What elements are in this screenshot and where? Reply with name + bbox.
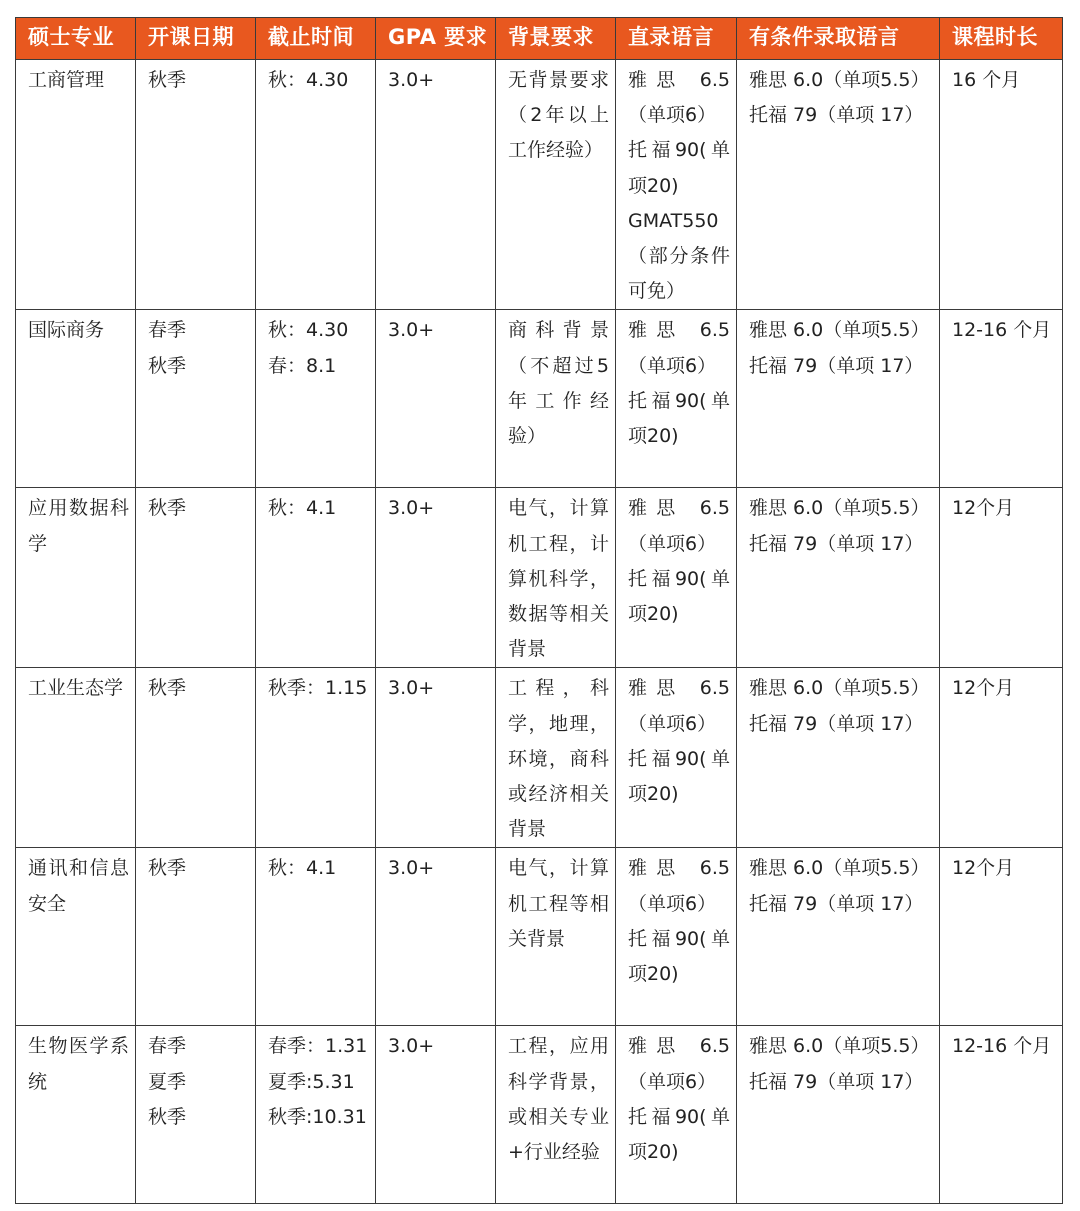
cell-conditional-language [737, 848, 940, 1026]
table-row [16, 310, 1063, 488]
cell-conditional-language-line: 托福 79（单项 17） [749, 1070, 924, 1093]
cell-direct-language-line: 雅思 6.5（单项6） [628, 69, 730, 127]
cell-gpa: 3.0+ [376, 60, 496, 310]
cell-intake: 秋季 [136, 668, 256, 848]
cell-duration: 12个月 [940, 668, 1063, 848]
cell-direct-language-line: 雅思 6.5（单项6） [628, 1035, 730, 1093]
cell-conditional-language [737, 488, 940, 668]
header-intake: 开课日期 [136, 18, 256, 60]
cell-intake: 秋季 [136, 848, 256, 1026]
cell-background: 工程，科学，地理，环境，商科或经济相关背景 [496, 668, 616, 848]
cell-conditional-language-line: 雅思 6.0（单项5.5） [749, 857, 930, 880]
header-gpa: GPA 要求 [376, 18, 496, 60]
cell-direct-language [616, 60, 737, 310]
cell-major: 工业生态学 [16, 668, 136, 848]
table-row [16, 60, 1063, 310]
cell-direct-language-line: 托福90(单项20) [628, 389, 730, 448]
cell-conditional-language [737, 310, 940, 488]
cell-conditional-language-line: 托福 79（单项 17） [749, 354, 924, 377]
cell-major: 生物医学系统 [16, 1026, 136, 1204]
cell-deadline: 秋季：1.15 [256, 668, 376, 848]
cell-direct-language-line: 托福90(单项20) [628, 927, 730, 986]
cell-conditional-language [737, 668, 940, 848]
cell-intake: 秋季 [136, 60, 256, 310]
cell-conditional-language-line: 雅思 6.0（单项5.5） [749, 497, 930, 520]
cell-duration: 12-16 个月 [940, 1026, 1063, 1204]
cell-duration: 12-16 个月 [940, 310, 1063, 488]
cell-major: 应用数据科学 [16, 488, 136, 668]
cell-conditional-language-line: 雅思 6.0（单项5.5） [749, 69, 930, 91]
table-row [16, 1026, 1063, 1204]
cell-intake: 春季 夏季 秋季 [136, 1026, 256, 1204]
cell-intake: 春季 秋季 [136, 310, 256, 488]
cell-gpa: 3.0+ [376, 848, 496, 1026]
cell-conditional-language-line: 托福 79（单项 17） [749, 532, 924, 555]
cell-direct-language-line: GMAT550（部分条件可免） [628, 209, 730, 303]
table-row [16, 488, 1063, 668]
cell-background: 商科背景（不超过5年工作经验） [496, 310, 616, 488]
cell-major: 通讯和信息安全 [16, 848, 136, 1026]
cell-conditional-language-line: 托福 79（单项 17） [749, 104, 924, 127]
cell-duration: 16 个月 [940, 60, 1063, 310]
cell-direct-language [616, 848, 737, 1026]
cell-gpa: 3.0+ [376, 668, 496, 848]
cell-direct-language-line: 托福90(单项20) [628, 1105, 730, 1164]
cell-direct-language-line: 托福90(单项20) [628, 747, 730, 806]
cell-conditional-language-line: 托福 79（单项 17） [749, 892, 924, 915]
cell-major: 工商管理 [16, 60, 136, 310]
cell-direct-language-line: 托福90(单项20) [628, 567, 730, 626]
cell-background: 电气，计算机工程，计算机科学，数据等相关背景 [496, 488, 616, 668]
cell-direct-language-line: 托福90(单项20) [628, 139, 730, 197]
cell-conditional-language [737, 1026, 940, 1204]
cell-gpa: 3.0+ [376, 1026, 496, 1204]
cell-gpa: 3.0+ [376, 310, 496, 488]
header-direct-language: 直录语言 [616, 18, 737, 60]
cell-conditional-language [737, 60, 940, 310]
cell-deadline: 秋：4.1 [256, 848, 376, 1026]
cell-direct-language [616, 1026, 737, 1204]
cell-background: 无背景要求（2年以上工作经验） [496, 60, 616, 310]
cell-gpa: 3.0+ [376, 488, 496, 668]
cell-duration: 12个月 [940, 848, 1063, 1026]
cell-deadline: 春季：1.31 夏季:5.31 秋季:10.31 [256, 1026, 376, 1204]
cell-direct-language-line: 雅思 6.5（单项6） [628, 319, 730, 377]
cell-deadline: 秋：4.30 春：8.1 [256, 310, 376, 488]
cell-conditional-language-line: 雅思 6.0（单项5.5） [749, 1035, 930, 1058]
header-duration: 课程时长 [940, 18, 1063, 60]
cell-direct-language [616, 668, 737, 848]
header-deadline: 截止时间 [256, 18, 376, 60]
header-background: 背景要求 [496, 18, 616, 60]
cell-direct-language [616, 488, 737, 668]
cell-major: 国际商务 [16, 310, 136, 488]
cell-intake: 秋季 [136, 488, 256, 668]
cell-direct-language-line: 雅思 6.5（单项6） [628, 857, 730, 915]
cell-conditional-language-line: 托福 79（单项 17） [749, 712, 924, 735]
cell-background: 工程，应用科学背景，或相关专业+行业经验 [496, 1026, 616, 1204]
cell-duration: 12个月 [940, 488, 1063, 668]
cell-direct-language [616, 310, 737, 488]
header-major: 硕士专业 [16, 18, 136, 60]
cell-conditional-language-line: 雅思 6.0（单项5.5） [749, 319, 930, 342]
header-row [16, 18, 1063, 60]
cell-deadline: 秋：4.30 [256, 60, 376, 310]
cell-direct-language-line: 雅思 6.5（单项6） [628, 497, 730, 555]
cell-background: 电气，计算机工程等相关背景 [496, 848, 616, 1026]
cell-direct-language-line: 雅思 6.5（单项6） [628, 677, 730, 735]
cell-conditional-language-line: 雅思 6.0（单项5.5） [749, 677, 930, 700]
cell-deadline: 秋：4.1 [256, 488, 376, 668]
table-row [16, 668, 1063, 848]
header-conditional-language: 有条件录取语言 [737, 18, 940, 60]
table-row [16, 848, 1063, 1026]
program-table [15, 17, 1063, 1204]
